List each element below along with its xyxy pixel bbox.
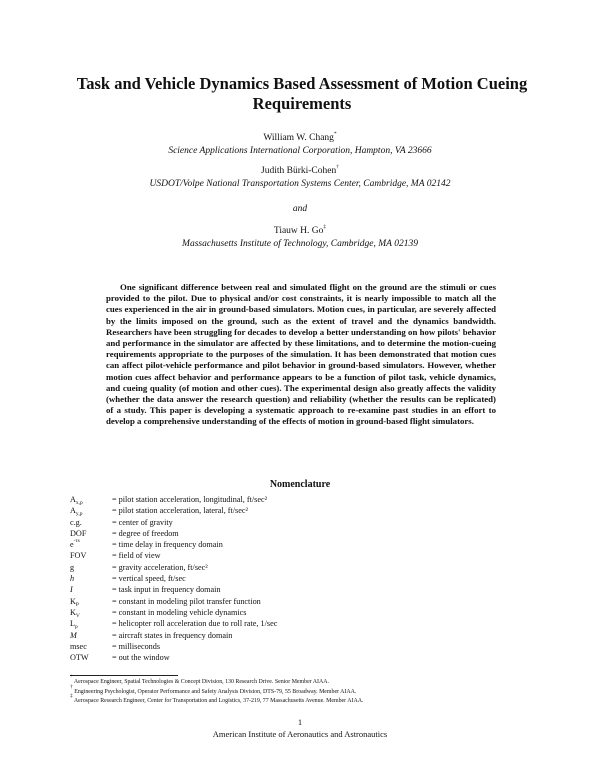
nomenclature-definition: = gravity acceleration, ft/sec² xyxy=(112,562,208,572)
nomenclature-symbol: $K_P$ xyxy=(70,596,79,608)
nomenclature-row xyxy=(70,652,520,663)
nomenclature-symbol: h xyxy=(70,574,75,584)
organization-footer: American Institute of Aeronautics and Astronautics xyxy=(212,729,388,739)
nomenclature-definition: = field of view xyxy=(112,551,161,561)
and-separator: and xyxy=(292,204,308,214)
nomenclature-definition: = vertical speed, ft/sec xyxy=(112,574,186,584)
nomenclature-row xyxy=(70,630,520,641)
nomenclature-row xyxy=(70,618,520,629)
nomenclature-row xyxy=(70,607,520,618)
footnote: † Engineering Psychologist, Operator Performance and Safety Analysis Division, DTS-79, 55 Broadway. Member AIAA. xyxy=(70,683,357,695)
nomenclature-definition: = milliseconds xyxy=(112,641,161,651)
footnote-mark: ‡ xyxy=(323,224,327,230)
nomenclature-symbol: DOF xyxy=(70,528,87,538)
nomenclature-definition: = task input in frequency domain xyxy=(112,585,221,595)
nomenclature-symbol: $e^{-\tau s}$ xyxy=(70,538,80,550)
nomenclature-definition: = helicopter roll acceleration due to roll rate, 1/sec xyxy=(112,619,278,629)
nomenclature-definition: = aircraft states in frequency domain xyxy=(112,630,233,640)
author-affiliation: USDOT/Volpe National Transportation Systems Center, Cambridge, MA 02142 xyxy=(149,179,451,189)
nomenclature-symbol: $K_V$ xyxy=(70,607,80,619)
author-name: Judith Bürki-Cohen† xyxy=(261,164,339,176)
author-name: William W. Chang* xyxy=(263,131,337,143)
nomenclature-definition: = out the window xyxy=(112,653,170,663)
nomenclature-symbol: I xyxy=(70,585,73,595)
nomenclature-heading: Nomenclature xyxy=(269,479,331,490)
footnotes xyxy=(70,674,540,706)
nomenclature-row xyxy=(70,562,520,573)
nomenclature-list xyxy=(70,494,520,663)
nomenclature-definition: = degree of freedom xyxy=(112,528,179,538)
nomenclature-definition: = pilot station acceleration, longitudinal, ft/sec² xyxy=(112,495,268,504)
abstract: One significant difference between real and simulated flight on the ground are the stimuli or cues provided to the pilot. Due to physical and/or cost constraints, it is nearly impossible to match all the cues experienced in the air in ground-based simulators. Motion cues, in particular, are severely affected by the limits imposed on the ground, such as the extent of travel and the dynamics bandwidth. Researchers have been struggling for decades to develop a better understanding on how pilots' behavior and performance in the simulator are affected by these limitations, and to determine the motion-cueing requirements appropriate to the purposes of the simulation. It has been demonstrated that motion cues can affect pilot-vehicle performance and pilot behavior in ground-based simulators. However, whether motion cues affect behavior and performance appears to be a function of pilot task, vehicle dynamics, and cueing quality (of motion and other cues). The experimental design also greatly affects the validity (whether the data answer the research question) and reliability (whether the results can be replicated) of a study. This paper is developing a systematic approach to re-examine past studies in an effort to develop a comprehensive understanding of the effects of motion in ground-based flight simulators. xyxy=(106,282,496,427)
nomenclature-symbol: msec xyxy=(70,641,87,651)
footnote: ‡ Aerospace Research Engineer, Center for Transportation and Logistics, 37-219, 77 Massachusetts Avenue. Member AIAA. xyxy=(70,693,364,705)
nomenclature-symbol: FOV xyxy=(70,551,87,561)
nomenclature-row xyxy=(70,596,520,607)
nomenclature-definition: = pilot station acceleration, lateral, ft/sec² xyxy=(112,506,248,516)
page-number: 1 xyxy=(297,717,303,727)
author-name: Tiauw H. Go‡ xyxy=(273,224,327,236)
footnote-mark: * xyxy=(333,131,337,137)
author-affiliation: Science Applications International Corporation, Hampton, VA 23666 xyxy=(168,146,432,156)
nomenclature-symbol: $A_{x,p}$ xyxy=(70,495,83,506)
author-affiliation: Massachusetts Institute of Technology, Cambridge, MA 02139 xyxy=(182,239,418,249)
nomenclature-symbol: c.g. xyxy=(70,517,82,527)
nomenclature-row xyxy=(70,573,520,584)
nomenclature-symbol: M xyxy=(70,630,77,640)
nomenclature-row xyxy=(70,517,520,528)
nomenclature-row xyxy=(70,550,520,561)
nomenclature-row xyxy=(70,505,520,516)
nomenclature-row xyxy=(70,584,520,595)
nomenclature-symbol: OTW xyxy=(70,653,89,663)
nomenclature-symbol: $L_p$ xyxy=(70,619,78,631)
nomenclature-row xyxy=(70,539,520,550)
nomenclature-definition: = time delay in frequency domain xyxy=(112,540,223,550)
nomenclature-row xyxy=(70,641,520,652)
nomenclature-row xyxy=(70,528,520,539)
nomenclature-definition: = center of gravity xyxy=(112,517,173,527)
footnote-mark: † xyxy=(336,164,339,170)
footnote: * Aerospace Engineer, Spatial Technologies & Concept Division, 130 Research Drive. Senior Member AIAA. xyxy=(70,674,329,685)
nomenclature-symbol: $A_{y,p}$ xyxy=(70,506,83,518)
paper-title: Task and Vehicle Dynamics Based Assessment of Motion Cueing Requirements xyxy=(76,74,528,113)
footnote-rule xyxy=(70,675,178,676)
nomenclature-definition: = constant in modeling pilot transfer function xyxy=(112,596,261,606)
nomenclature-row xyxy=(70,494,520,505)
nomenclature-symbol: g xyxy=(70,562,75,572)
nomenclature-definition: = constant in modeling vehicle dynamics xyxy=(112,607,247,617)
